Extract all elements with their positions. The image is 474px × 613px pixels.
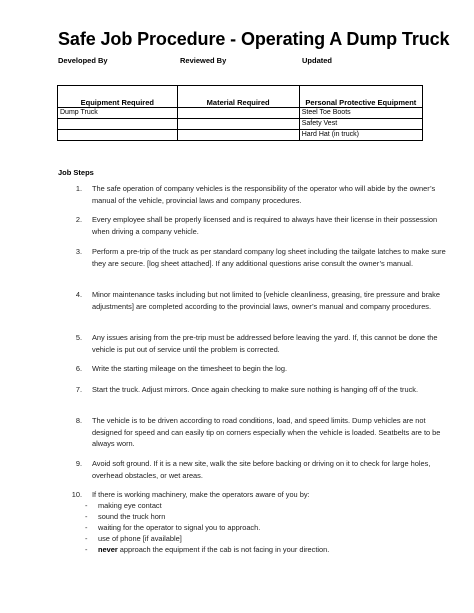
step-text: Write the starting mileage on the timesheet to begin the log. <box>92 364 288 373</box>
job-steps-heading: Job Steps <box>58 168 94 177</box>
step-text: Start the truck. Adjust mirrors. Once again checking to make sure nothing is hanging off of the truck. <box>92 385 419 394</box>
step-text: The safe operation of company vehicles is the responsibility of the operator who will abide by the owner’s manual of the vehicle, provincial laws and company procedures. <box>92 184 436 205</box>
table-header-row <box>58 86 423 108</box>
step-number: 2. <box>75 215 82 224</box>
ppe-header: Personal Protective Equipment <box>299 86 422 108</box>
sub-item-text: waiting for the operator to signal you to approach. <box>98 523 261 532</box>
table-cell: Steel Toe Boots <box>299 108 422 119</box>
step-text: Perform a pre-trip of the truck as per standard company log sheet including the tailgate latches to make sure they are secure. [log sheet attached]. If any additional questions arise consult the owner’s manual. <box>92 247 446 268</box>
sub-item-text: making eye contact <box>98 501 162 510</box>
table-cell: Hard Hat (in truck) <box>299 130 422 141</box>
step-number: 10. <box>71 490 82 499</box>
step-number: 9. <box>75 459 82 468</box>
step-text: Any issues arising from the pre-trip must be addressed before leaving the yard. If, this cannot be done the vehicle is put out of service until the problem is corrected. <box>92 333 438 354</box>
developed-by-label: Developed By <box>58 56 108 65</box>
dash-bullet: - <box>85 512 88 521</box>
table-cell <box>177 108 299 119</box>
material-required-header: Material Required <box>177 86 299 108</box>
sub-item-text: approach the equipment if the cab is not facing in your direction. <box>117 545 330 554</box>
table-row <box>58 119 423 130</box>
step-text: If there is working machinery, make the operators aware of you by: <box>92 490 310 499</box>
step-text: The vehicle is to be driven according to road conditions, load, and speed limits. Dump vehicles are not designed for speed and can easily tip on corners especially when the vehicle is loaded. Seatbelts are to be always worn. <box>92 416 441 448</box>
step-text: Minor maintenance tasks including but not limited to [vehicle cleanliness, greasing, tire pressure and brake adjustments] are completed according to the provincial laws, owner’s manual and company procedures. <box>92 290 440 311</box>
step-number: 6. <box>75 364 82 373</box>
sub-item-text: sound the truck horn <box>98 512 166 521</box>
document-title: Safe Job Procedure - Operating A Dump Truck <box>58 29 450 49</box>
step-number: 5. <box>75 333 82 342</box>
step-number: 3. <box>75 247 82 256</box>
sub-item-text: use of phone [if available] <box>98 534 182 543</box>
table-cell <box>177 119 299 130</box>
emphasis-never: never <box>98 545 118 554</box>
reviewed-by-label: Reviewed By <box>180 56 227 65</box>
step-text: Every employee shall be properly licensed and is required to always have their license in their possession when driving a company vehicle. <box>92 215 438 236</box>
equipment-required-header: Equipment Required <box>58 86 178 108</box>
table-cell <box>58 130 178 141</box>
step-number: 1. <box>75 184 82 193</box>
table-row <box>58 130 423 141</box>
sub-item-text-wrapper <box>98 544 329 555</box>
dash-bullet: - <box>85 501 88 510</box>
step-number: 7. <box>75 385 82 394</box>
updated-label: Updated <box>302 56 332 65</box>
requirements-table <box>57 85 423 141</box>
table-cell: Safety Vest <box>299 119 422 130</box>
step-text: Avoid soft ground. If it is a new site, walk the site before backing or driving on it to check for large holes, overhead obstacles, or wet areas. <box>92 459 431 480</box>
dash-bullet: - <box>85 534 88 543</box>
step-number: 8. <box>75 416 82 425</box>
table-cell <box>177 130 299 141</box>
table-row <box>58 108 423 119</box>
table-cell: Dump Truck <box>58 108 178 119</box>
table-cell <box>58 119 178 130</box>
dash-bullet: - <box>85 545 88 554</box>
dash-bullet: - <box>85 523 88 532</box>
step-number: 4. <box>75 290 82 299</box>
